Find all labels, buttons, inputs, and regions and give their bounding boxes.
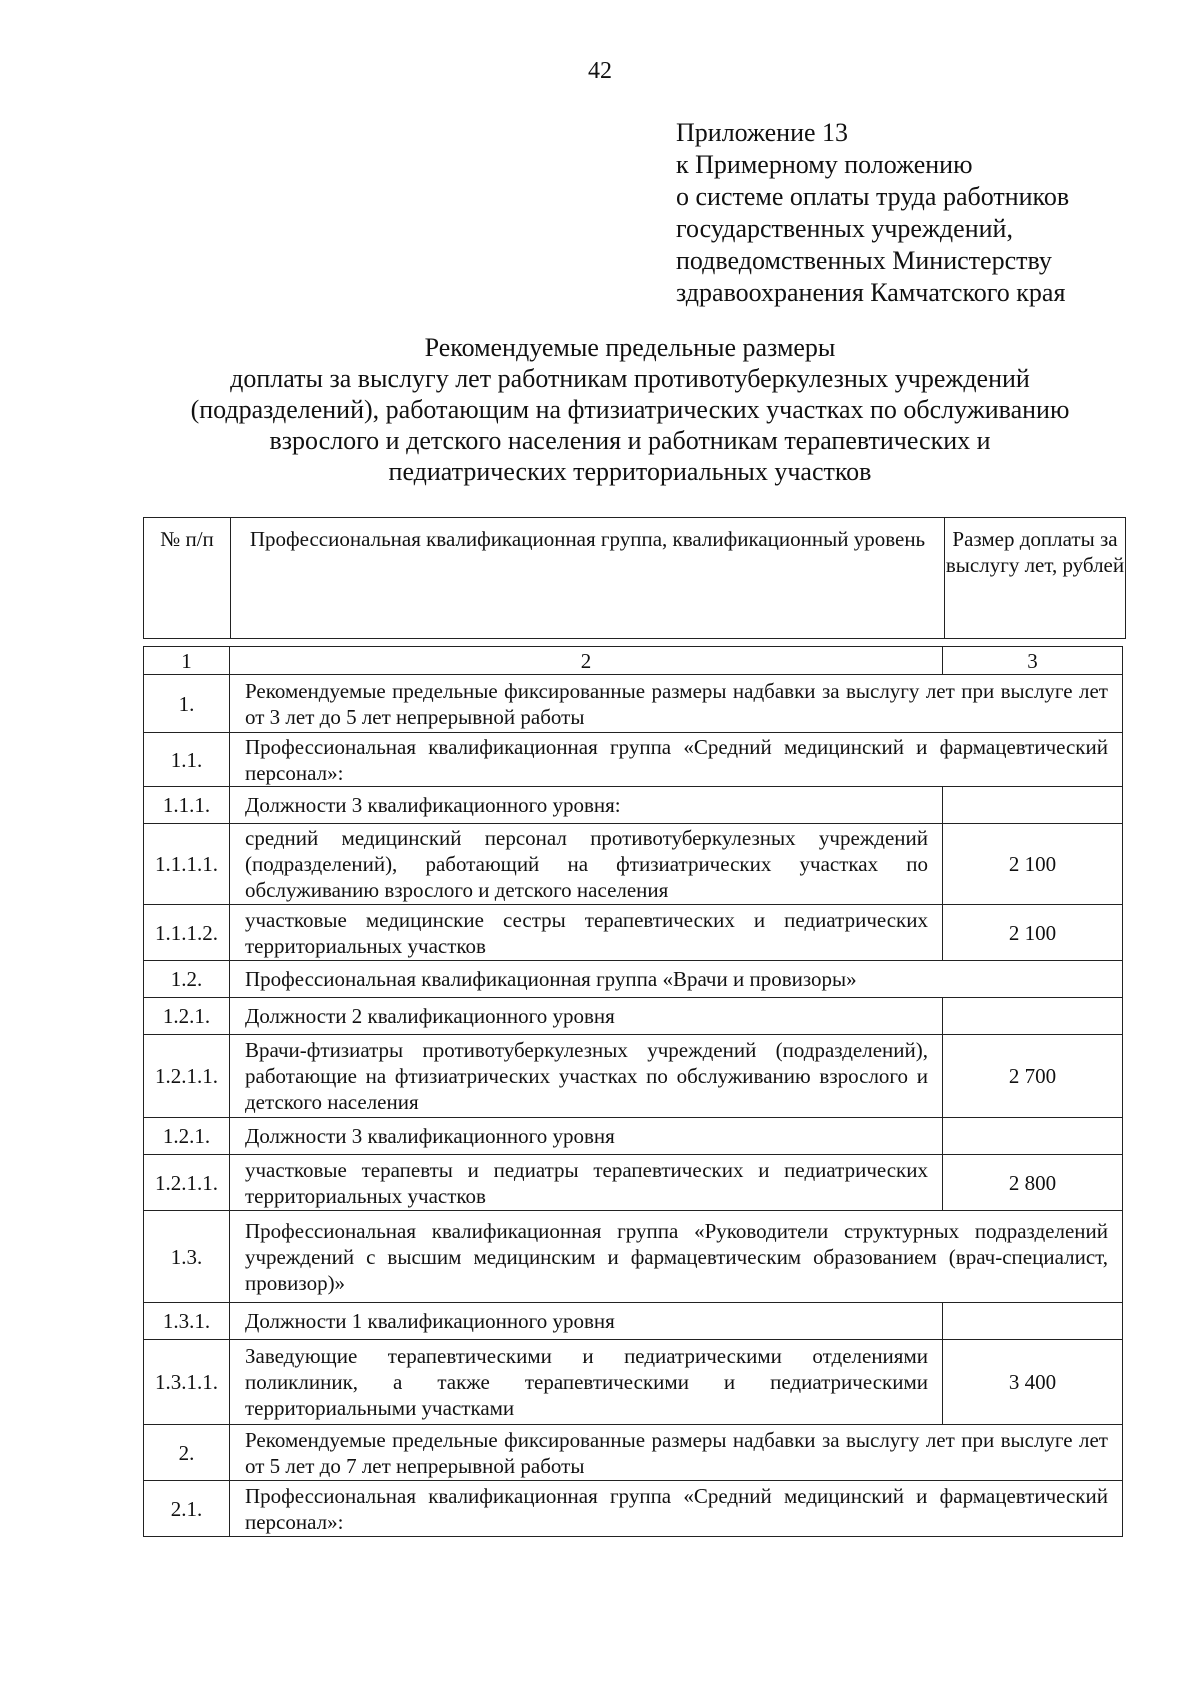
row-amount-cell [943,1118,1123,1155]
row-number-cell: 1.1. [144,733,230,787]
appendix-line: Приложение 13 [676,118,849,147]
row-number-cell: 1. [144,675,230,733]
row-amount-cell: 3 400 [943,1340,1123,1425]
row-number-cell: 1.3.1.1. [144,1340,230,1425]
column-index-cell: 1 [144,647,230,675]
row-number-cell: 2. [144,1425,230,1481]
row-number-cell: 1.1.1. [144,787,230,824]
appendix-line: о системе оплаты труда работников [676,182,1070,211]
row-number-cell: 1.1.1.1. [144,824,230,905]
header-group-cell: Профессиональная квалификационная группа, квалификационный уровень [231,518,945,639]
document-title [140,332,1120,487]
row-number-cell: 1.2.1. [144,998,230,1035]
row-number-cell: 1.2.1. [144,1118,230,1155]
header-number-cell: № п/п [144,518,231,639]
table-row [144,998,1123,1035]
appendix-line: здравоохранения Камчатского края [676,278,1066,307]
row-amount-cell: 2 100 [943,905,1123,961]
table-row [144,1118,1123,1155]
page-number: 42 [588,58,612,84]
title-line: Рекомендуемые предельные размеры [424,333,836,362]
appendix-reference [676,117,1069,309]
row-amount-cell [943,787,1123,824]
table-body [144,647,1123,1537]
table-row [144,1155,1123,1211]
title-line: педиатрических территориальных участков [388,457,872,486]
table-row [144,1035,1123,1118]
row-description-cell: участковые терапевты и педиатры терапевтических и педиатрических территориальных участков [230,1155,943,1211]
row-description-cell: Должности 3 квалификационного уровня [230,1118,943,1155]
column-index-cell: 2 [230,647,943,675]
row-description-cell: Должности 2 квалификационного уровня [230,998,943,1035]
row-number-cell: 1.2. [144,961,230,998]
row-description-cell: Должности 1 квалификационного уровня [230,1303,943,1340]
title-line: (подразделений), работающим на фтизиатрических участках по обслуживанию [190,395,1070,424]
allowance-table [143,646,1123,1537]
table-row [144,675,1123,733]
table-row [144,1425,1123,1481]
title-line: доплаты за выслугу лет работникам противотуберкулезных учреждений [230,364,1030,393]
row-amount-cell [943,1303,1123,1340]
table-row [144,1303,1123,1340]
row-description-cell: Профессиональная квалификационная группа «Средний медицинский и фармацевтический персонал»: [230,733,1123,787]
row-number-cell: 1.2.1.1. [144,1155,230,1211]
row-amount-cell: 2 700 [943,1035,1123,1118]
row-number-cell: 2.1. [144,1481,230,1537]
row-description-cell: средний медицинский персонал противотуберкулезных учреждений (подразделений), работающий на фтизиатрических участках по обслуживанию взрослого и детского населения [230,824,943,905]
column-index-row [144,647,1123,675]
row-description-cell: Профессиональная квалификационная группа «Средний медицинский и фармацевтический персонал»: [230,1481,1123,1537]
appendix-line: к Примерному положению [676,150,973,179]
row-number-cell: 1.3. [144,1211,230,1303]
row-description-cell: Рекомендуемые предельные фиксированные размеры надбавки за выслугу лет при выслуге лет от 3 лет до 5 лет непрерывной работы [230,675,1123,733]
row-number-cell: 1.1.1.2. [144,905,230,961]
table-row [144,1481,1123,1537]
appendix-line: подведомственных Министерству [676,246,1052,275]
row-amount-cell: 2 100 [943,824,1123,905]
table-header [143,517,1126,639]
row-description-cell: Профессиональная квалификационная группа «Руководители структурных подразделений учреждений с высшим медицинским и фармацевтическим образованием (врач-специалист, провизор)» [230,1211,1123,1303]
row-description-cell: Рекомендуемые предельные фиксированные размеры надбавки за выслугу лет при выслуге лет от 5 лет до 7 лет непрерывной работы [230,1425,1123,1481]
row-number-cell: 1.2.1.1. [144,1035,230,1118]
table-row [144,1340,1123,1425]
row-amount-cell: 2 800 [943,1155,1123,1211]
row-amount-cell [943,998,1123,1035]
row-description-cell: Профессиональная квалификационная группа «Врачи и провизоры» [230,961,1123,998]
row-description-cell: Заведующие терапевтическими и педиатрическими отделениями поликлиник, а также терапевтическими и педиатрическими территориальными участками [230,1340,943,1425]
column-index-cell: 3 [943,647,1123,675]
table-row [144,787,1123,824]
appendix-line: государственных учреждений, [676,214,1013,243]
title-line: взрослого и детского населения и работникам терапевтических и [269,426,991,455]
header-row [144,518,1126,639]
row-description-cell: участковые медицинские сестры терапевтических и педиатрических территориальных участков [230,905,943,961]
table-row [144,1211,1123,1303]
table-row [144,733,1123,787]
header-amount-cell: Размер доплаты за выслугу лет, рублей [945,518,1126,639]
table-row [144,905,1123,961]
row-description-cell: Врачи-фтизиатры противотуберкулезных учреждений (подразделений), работающие на фтизиатрических участках по обслуживанию взрослого и детского населения [230,1035,943,1118]
table-row [144,961,1123,998]
table-row [144,824,1123,905]
row-description-cell: Должности 3 квалификационного уровня: [230,787,943,824]
row-number-cell: 1.3.1. [144,1303,230,1340]
